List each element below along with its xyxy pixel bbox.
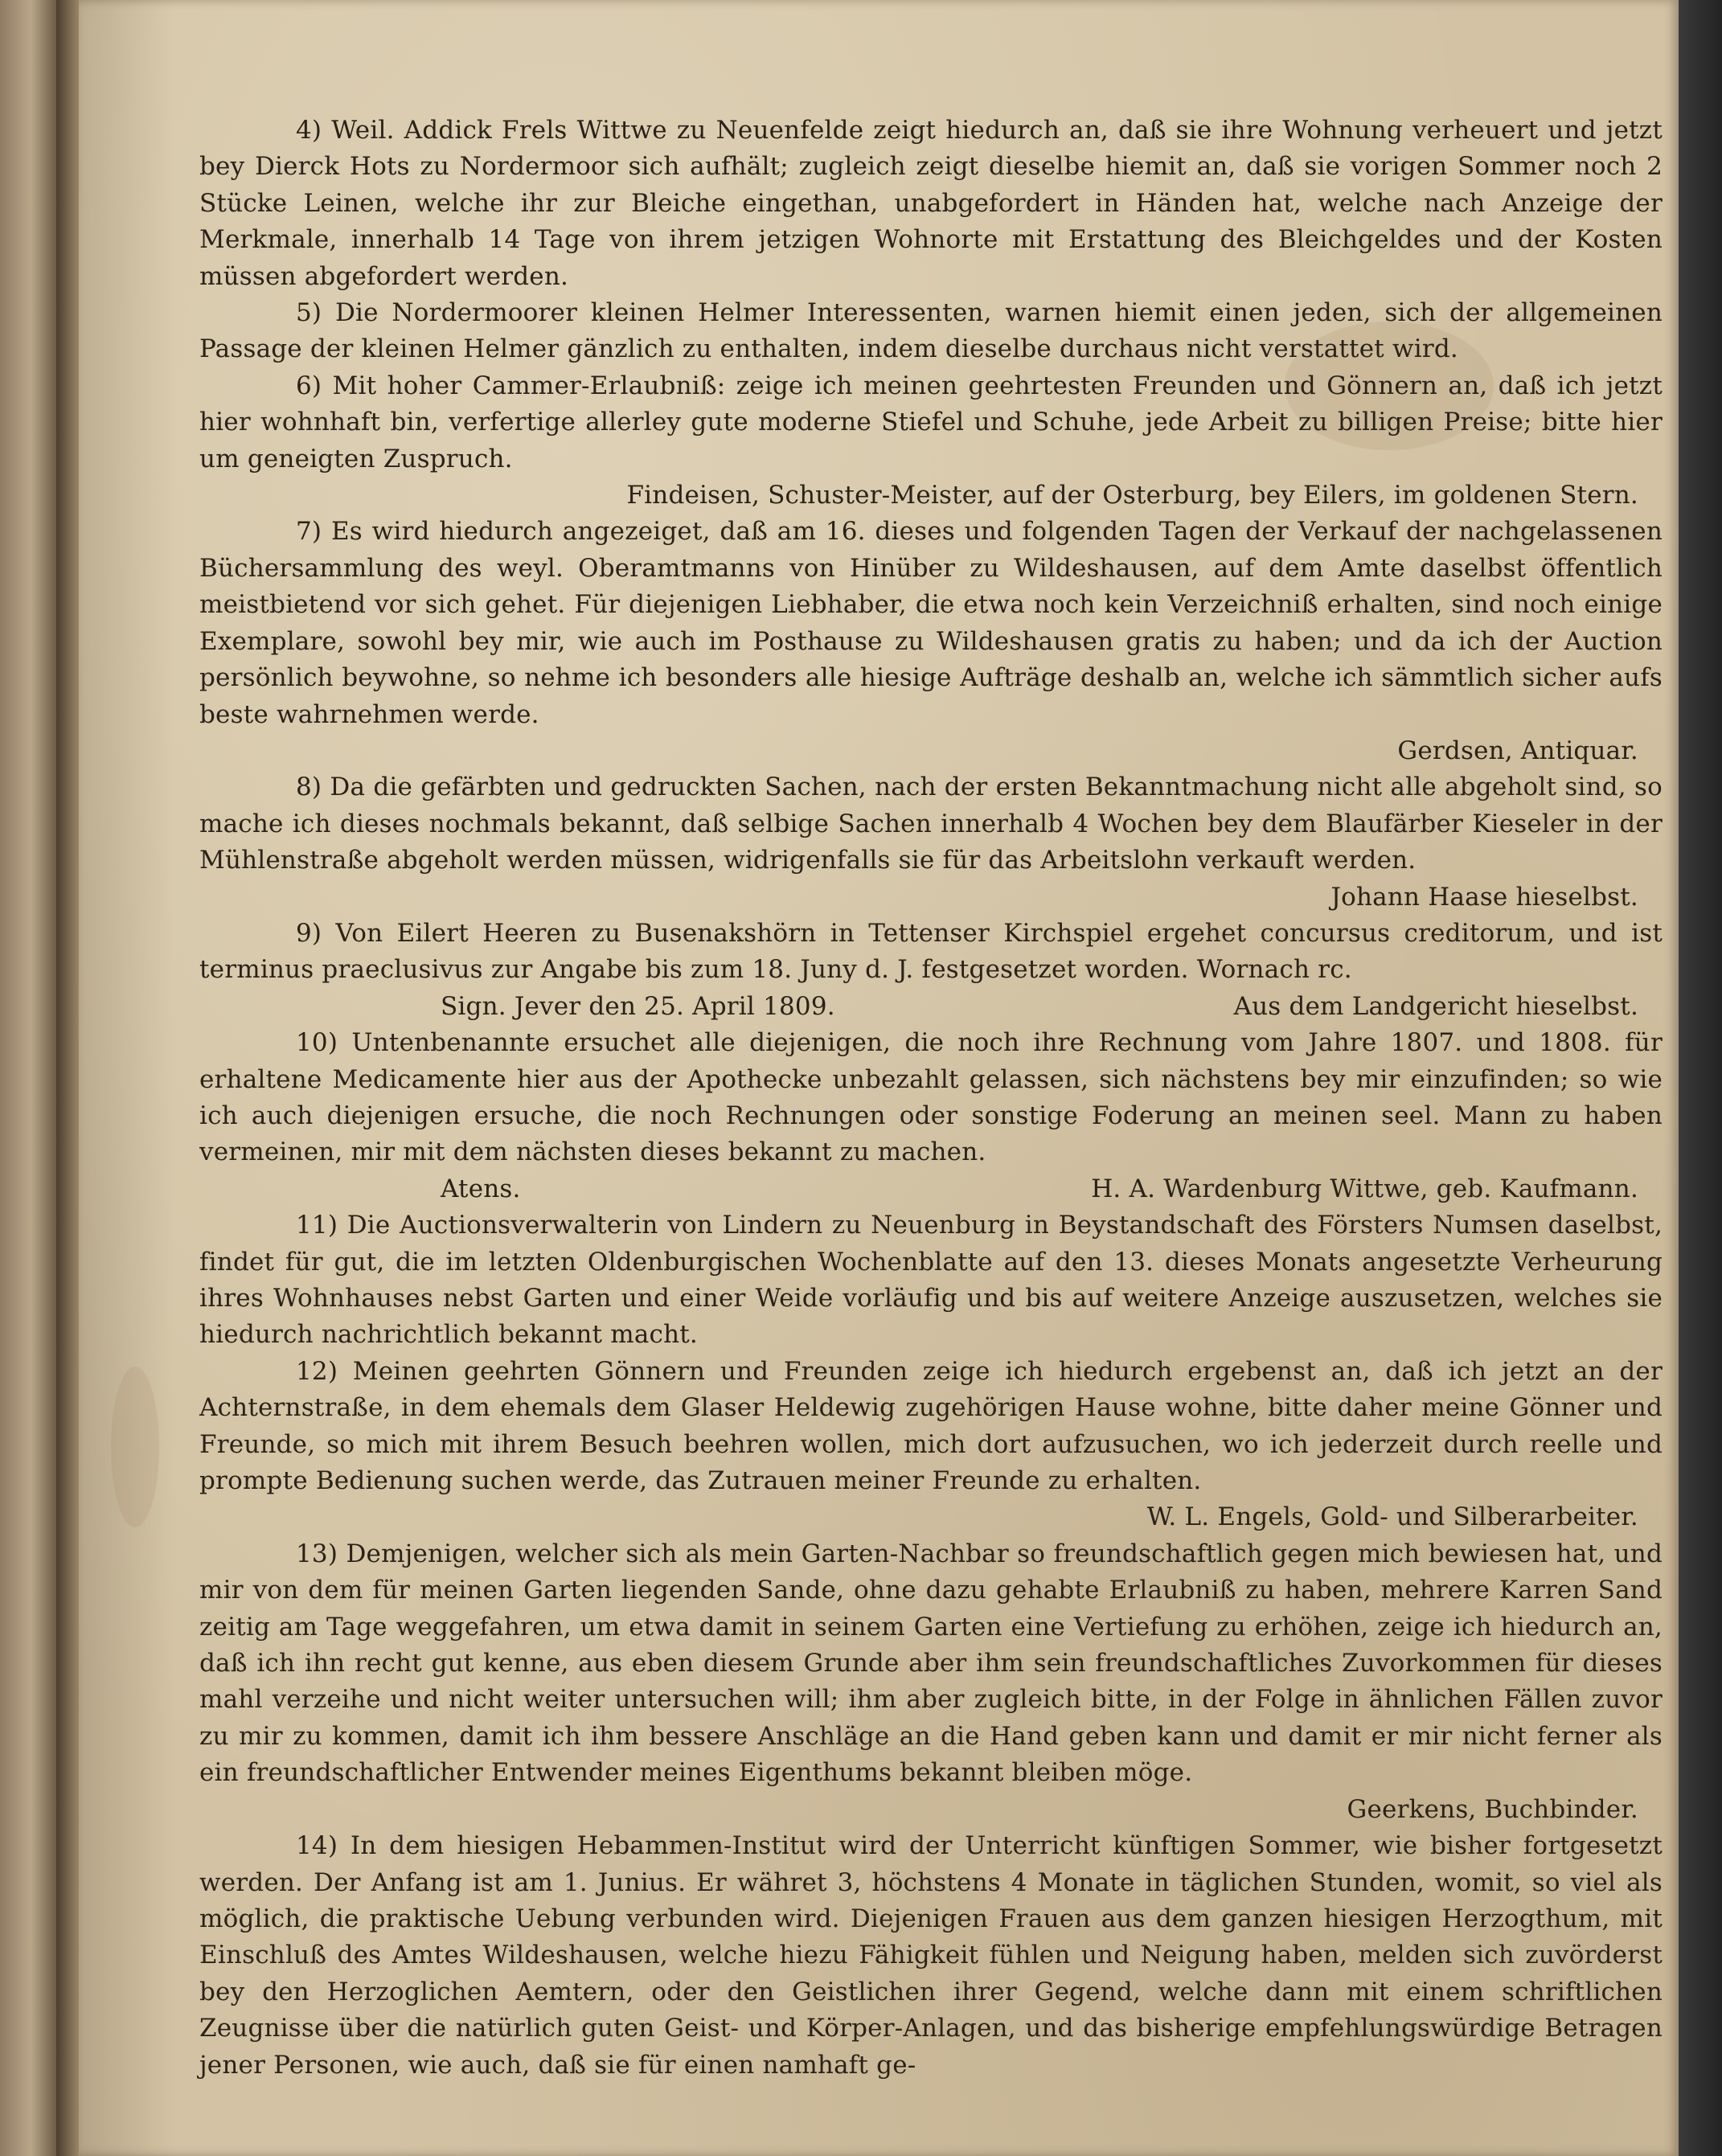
- notice-number: 9): [296, 918, 322, 948]
- notice-signature-left: Atens.: [441, 1174, 521, 1203]
- notice-number: 5): [296, 298, 322, 328]
- notice-number: 13): [296, 1539, 338, 1568]
- notice-13: [199, 1536, 1663, 1792]
- notice-number: 10): [296, 1028, 338, 1058]
- notice-8: [199, 769, 1663, 879]
- notice-text: Es wird hiedurch angezeiget, daß am 16. dieses und folgenden Tagen der Verkauf der nachgelassenen Büchersammlung des weyl. Oberamtmanns von Hinüber zu Wildeshausen, auf dem Amte daselbst öffentlich meistbietend vor sich gehet. Für diejenigen Liebhaber, die etwa noch kein Verzeichniß erhalten, sind noch einige Exemplare, sowohl bey mir, wie auch im Posthause zu Wildeshausen gratis zu haben; und da ich der Auction persönlich beywohne, so nehme ich besonders alle hiesige Aufträge deshalb an, welche ich sämmtlich sicher aufs beste wahrnehmen werde.: [199, 517, 1663, 729]
- notice-text: In dem hiesigen Hebammen-Institut wird der Unterricht künftigen Sommer, wie bisher fortgesetzt werden. Der Anfang ist am 1. Junius. Er währet 3, höchstens 4 Monate in täglichen Stunden, womit, so viel als möglich, die praktische Uebung verbunden wird. Diejenigen Frauen aus dem ganzen hiesigen Herzogthum, mit Einschluß des Amtes Wildeshausen, welche hiezu Fähigkeit fühlen und Neigung haben, melden sich zuvörderst bey den Herzoglichen Aemtern, oder den Geistlichen ihrer Gegend, welche dann mit einem schriftlichen Zeugnisse über die natürlich guten Geist- und Körper-Anlagen, und das bisherige empfehlungswürdige Betragen jener Personen, wie auch, daß sie für einen namhaft ge-: [199, 1831, 1663, 2080]
- document-page: [79, 0, 1679, 2156]
- notice-signature-right: Aus dem Landgericht hieselbst.: [1233, 991, 1638, 1021]
- notice-10: [199, 1025, 1663, 1171]
- notice-text: Meinen geehrten Gönnern und Freunden zeige ich hiedurch ergebenst an, daß ich jetzt an der Achternstraße, in dem ehemals dem Glaser Heldewig zugehörigen Hause wohne, bitte daher meine Gönner und Freunde, so mich mit ihrem Besuch beehren wollen, mich dort aufzusuchen, wo ich jederzeit durch reelle und prompte Bedienung suchen werde, das Zutrauen meiner Freunde zu erhalten.: [199, 1356, 1663, 1496]
- notice-number: 4): [296, 116, 322, 145]
- notice-14: [199, 1828, 1663, 2084]
- notice-text: Von Eilert Heeren zu Busenakshörn in Tettenser Kirchspiel ergehet concursus creditorum, und ist terminus praeclusivus zur Angabe bis zum 18. Juny d. J. festgesetzet worden. Wornach rc.: [199, 918, 1663, 985]
- notice-number: 12): [296, 1356, 338, 1386]
- notice-text: Da die gefärbten und gedruckten Sachen, nach der ersten Bekanntmachung nicht alle abgeholt sind, so mache ich dieses nochmals bekannt, daß selbige Sachen innerhalb 4 Wochen bey dem Blaufärber Kieseler in der Mühlenstraße abgeholt werden müssen, widrigenfalls sie für das Arbeitslohn verkauft werden.: [199, 773, 1663, 875]
- notice-number: 6): [296, 371, 322, 400]
- notice-signature: Findeisen, Schuster-Meister, auf der Osterburg, bey Eilers, im goldenen Stern.: [626, 481, 1638, 510]
- notice-text: Mit hoher Cammer-Erlaubniß: zeige ich meinen geehrtesten Freunden und Gönnern an, daß ich jetzt hier wohnhaft bin, verfertige allerley gute moderne Stiefel und Schuhe, jede Arbeit zu billigen Preise; bitte hier um geneigten Zuspruch.: [199, 371, 1663, 473]
- notice-6: [199, 368, 1663, 478]
- notice-signature-row: [199, 989, 1663, 1025]
- notice-7: [199, 514, 1663, 732]
- notice-signature-left: Sign. Jever den 25. April 1809.: [441, 991, 835, 1021]
- notice-text: Die Nordermoorer kleinen Helmer Interessenten, warnen hiemit einen jeden, sich der allgemeinen Passage der kleinen Helmer gänzlich zu enthalten, indem dieselbe durchaus nicht verstattet wird.: [199, 298, 1663, 364]
- notice-signature: W. L. Engels, Gold- und Silberarbeiter.: [1146, 1502, 1638, 1532]
- notice-4: [199, 113, 1663, 295]
- notice-signature: Johann Haase hieselbst.: [1330, 882, 1638, 912]
- notice-signature: Gerdsen, Antiquar.: [1397, 736, 1638, 765]
- paper-stain: [111, 1367, 159, 1527]
- notice-number: 7): [296, 517, 322, 547]
- notice-text: Demjenigen, welcher sich als mein Garten-Nachbar so freundschaftlich gegen mich bewiesen hat, und mir von dem für meinen Garten liegenden Sande, ohne dazu gehabte Erlaubniß zu haben, mehrere Karren Sand zeitig am Tage weggefahren, um etwa damit in seinem Garten eine Vertiefung zu erhöhen, zeige ich hiedurch an, daß ich ihn recht gut kenne, aus eben diesem Grunde aber ihm sein freundschaftliches Zuvorkommen für dieses mahl verzeihe und nicht weiter untersuchen will; ihm aber zugleich bitte, in der Folge in ähnlichen Fällen zuvor zu mir zu kommen, damit ich ihm bessere Anschläge an die Hand geben kann und damit er mir nicht ferner als ein freundschaftlicher Entwender meines Eigenthums bekannt bleiben möge.: [199, 1539, 1663, 1788]
- notice-text: Untenbenannte ersuchet alle diejenigen, die noch ihre Rechnung vom Jahre 1807. und 1808. für erhaltene Medicamente hier aus der Apothecke unbezahlt gelassen, sich nächstens bey mir einzufinden; so wie ich auch diejenigen ersuche, die noch Rechnungen oder sonstige Foderung an meinen seel. Mann zu haben vermeinen, mir mit dem nächsten dieses bekannt zu machen.: [199, 1028, 1663, 1167]
- notice-signature: Geerkens, Buchbinder.: [1347, 1794, 1638, 1824]
- notice-signature-row: [199, 1171, 1663, 1207]
- book-gutter: [56, 0, 79, 2156]
- notice-number: 11): [296, 1211, 338, 1240]
- notice-11: [199, 1207, 1663, 1354]
- facing-page-edge: [0, 0, 56, 2156]
- notice-number: 14): [296, 1831, 338, 1861]
- notice-text: Weil. Addick Frels Wittwe zu Neuenfelde zeigt hiedurch an, daß sie ihre Wohnung verheuert und jetzt bey Dierck Hots zu Nordermoor sich aufhält; zugleich zeigt dieselbe hiemit an, daß sie vorigen Sommer noch 2 Stücke Leinen, welche ihr zur Bleiche eingethan, unabgefordert in Händen hat, welche nach Anzeige der Merkmale, innerhalb 14 Tage von ihrem jetzigen Wohnorte mit Erstattung des Bleichgeldes und der Kosten müssen abgefordert werden.: [199, 116, 1663, 291]
- notice-number: 8): [296, 773, 322, 802]
- background-edge: [1679, 0, 1722, 2156]
- notice-text: Die Auctionsverwalterin von Lindern zu Neuenburg in Beystandschaft des Försters Numsen daselbst, findet für gut, die im letzten Oldenburgischen Wochenblatte auf den 13. dieses Monats angesetzte Verheurung ihres Wohnhauses nebst Garten und einer Weide vorläufig und bis auf weitere Anzeige auszusetzen, welches sie hiedurch nachrichtlich bekannt macht.: [199, 1211, 1663, 1350]
- notice-12: [199, 1354, 1663, 1500]
- notice-5: [199, 295, 1663, 368]
- notice-9: [199, 916, 1663, 989]
- article-body: [199, 113, 1663, 2084]
- notice-signature-right: H. A. Wardenburg Wittwe, geb. Kaufmann.: [1091, 1174, 1638, 1203]
